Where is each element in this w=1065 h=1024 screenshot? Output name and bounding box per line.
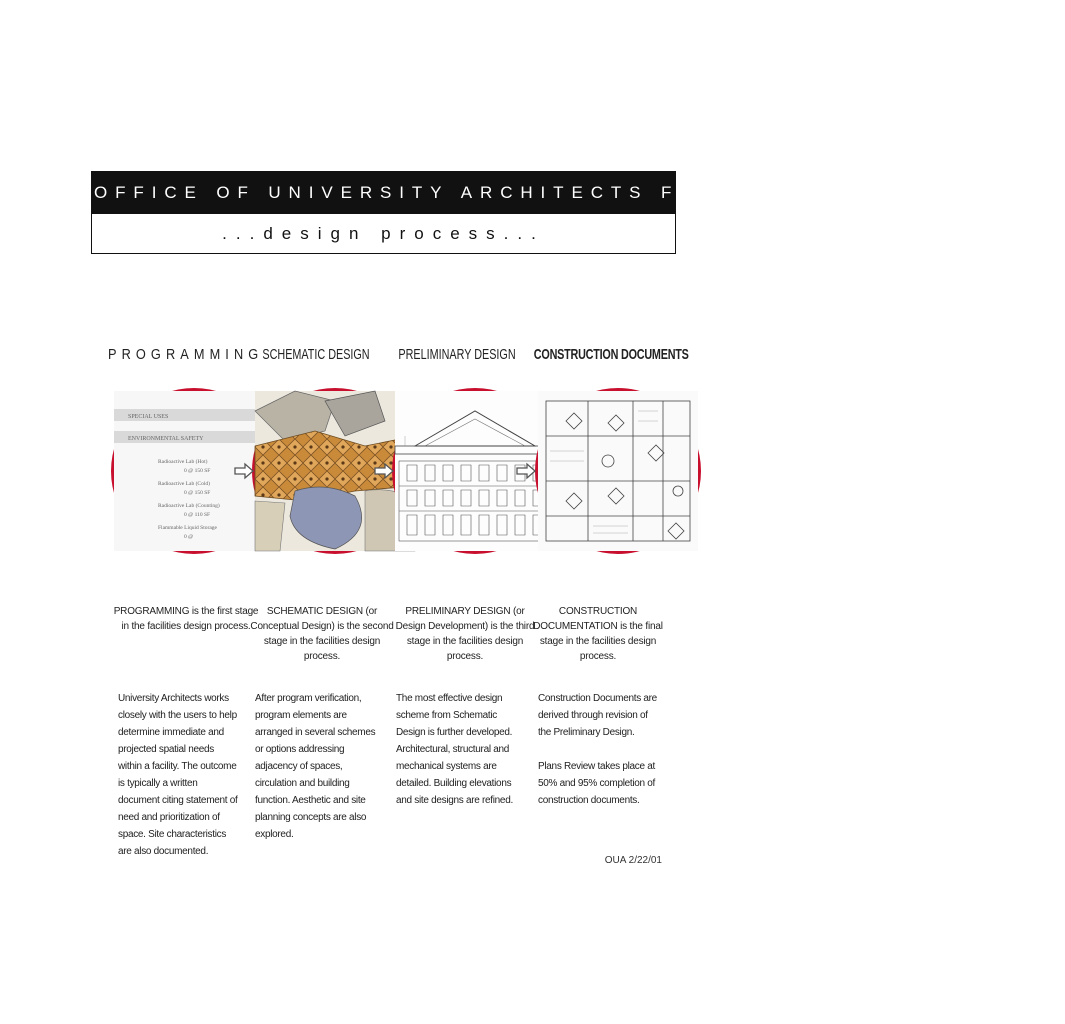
body-schematic-design: [255, 690, 377, 860]
caption-construction-documents: CONSTRUCTION DOCUMENTATION is the final stage in the facilities design process.: [533, 606, 663, 662]
construction-plan-graphic: [538, 391, 698, 551]
body-paragraph: Construction Documents are derived through revision of the Preliminary Design.: [538, 693, 657, 738]
body-programming: [118, 690, 240, 877]
doc-line-2: ENVIRONMENTAL SAFETY: [128, 436, 204, 442]
arrow-right-icon: [515, 460, 537, 482]
construction-plan-image: [535, 388, 701, 554]
body-paragraph: University Architects works closely with the users to help determine immediate and projected spatial needs within a facility. The outcome is typically a written document citing statement of need and prioritization of space. Site characteristics are also documented.: [118, 693, 238, 857]
doc-value-4: 0 @: [184, 534, 194, 540]
caption-programming: PROGRAMMING is the first stage in the facilities design process.: [113, 606, 259, 632]
doc-value-3: 0 @ 110 SF: [184, 512, 211, 518]
header-subtitle: ...design process...: [222, 224, 545, 243]
arrow-right-icon: [373, 460, 395, 482]
caption-preliminary-design: PRELIMINARY DESIGN (or Design Development) is the third stage in the facilities design process.: [395, 606, 535, 662]
header-banner: [91, 171, 1065, 214]
header-subtitle-box: [91, 214, 676, 254]
doc-value-1: 0 @ 150 SF: [184, 468, 211, 474]
doc-item-4: Flammable Liquid Storage: [158, 525, 217, 531]
body-preliminary-design: [396, 690, 518, 826]
stage-title-construction-documents: CONSTRUCTION DOCUMENTS: [533, 346, 689, 363]
doc-item-2: Radioactive Lab (Cold): [158, 481, 210, 487]
doc-line-1: SPECIAL USES: [128, 414, 169, 420]
doc-item-1: Radioactive Lab (Hot): [158, 459, 208, 465]
stage-title-programming: PROGRAMMING: [108, 346, 264, 363]
body-paragraph: The most effective design scheme from Schematic Design is further developed. Architectural, structural and mechanical systems are detailed. Building elevations and site designs are refined.: [396, 693, 513, 806]
body-construction-documents: [538, 690, 663, 826]
caption-schematic-design: SCHEMATIC DESIGN (or Conceptual Design) is the second stage in the facilities design process.: [250, 606, 394, 662]
arrow-right-icon: [233, 460, 255, 482]
stage-title-schematic-design: SCHEMATIC DESIGN: [262, 346, 370, 363]
doc-value-2: 0 @ 150 SF: [184, 490, 211, 496]
document-reference: OUA 2/22/01: [604, 855, 662, 866]
body-paragraph: Plans Review takes place at 50% and 95% completion of construction documents.: [538, 761, 656, 806]
doc-item-3: Radioactive Lab (Counting): [158, 503, 220, 509]
header-title: OFFICE OF UNIVERSITY ARCHITECTS FOR FACILITIES PLANNING: [94, 183, 1065, 202]
stage-title-preliminary-design: PRELIMINARY DESIGN: [398, 346, 516, 363]
body-paragraph: After program verification, program elements are arranged in several schemes or options addressing adjacency of spaces, circulation and building function. Aesthetic and site planning concepts are also explored.: [255, 693, 376, 840]
